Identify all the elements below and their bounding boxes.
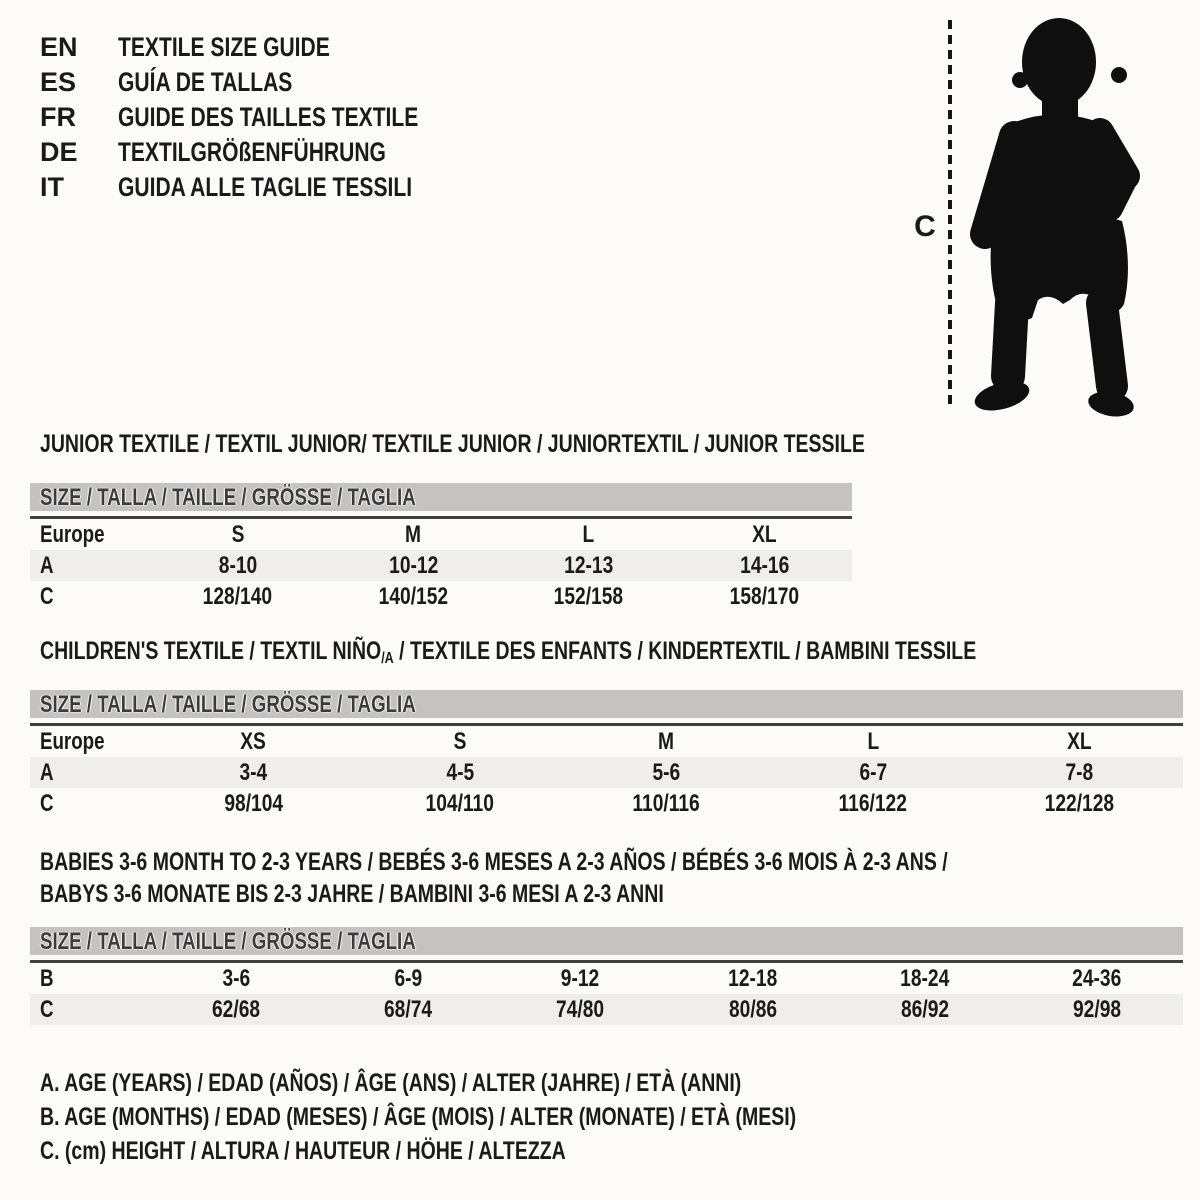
table-cell bbox=[326, 552, 502, 580]
table-row-c bbox=[30, 994, 1183, 1025]
table-cell bbox=[150, 759, 357, 787]
language-code: FR bbox=[40, 102, 76, 132]
row-label bbox=[30, 965, 150, 993]
table-cell bbox=[976, 759, 1183, 787]
height-measure-label: C bbox=[914, 210, 936, 243]
table-row-europe bbox=[30, 519, 852, 550]
table-cell-text: 110/116 bbox=[632, 789, 701, 817]
table-cell-text: 10-12 bbox=[388, 551, 438, 579]
table-row-a bbox=[30, 550, 852, 581]
table-cell bbox=[357, 759, 564, 787]
table-cell-text: 158/170 bbox=[729, 582, 799, 610]
table-cell-text: 9-12 bbox=[561, 964, 600, 992]
table-cell-text: L bbox=[582, 520, 595, 548]
row-label-text: Europe bbox=[40, 520, 105, 548]
table-cell-text: 140/152 bbox=[378, 582, 448, 610]
table-cell bbox=[494, 965, 666, 993]
table-cell bbox=[1011, 996, 1183, 1024]
table-cell-text: 80/86 bbox=[728, 995, 777, 1023]
language-title: TEXTILE SIZE GUIDE bbox=[118, 32, 330, 62]
table-cell bbox=[1011, 965, 1183, 993]
table-cell bbox=[677, 583, 853, 611]
table-cell bbox=[563, 790, 770, 818]
table-cell-text: 12-18 bbox=[728, 964, 778, 992]
language-code: DE bbox=[40, 137, 78, 167]
table-cell-text: 74/80 bbox=[556, 995, 605, 1023]
table-cell-text: 5-6 bbox=[652, 758, 681, 786]
babies-section-heading-line2: BABYS 3-6 MONATE BIS 2-3 JAHRE / BAMBINI 3-6 MESI A 2-3 ANNI bbox=[40, 880, 664, 908]
legend-line-c: C. (cm) HEIGHT / ALTURA / HAUTEUR / HÖHE / ALTEZZA bbox=[40, 1137, 566, 1165]
row-label-text: C bbox=[40, 789, 54, 817]
table-cell bbox=[150, 790, 357, 818]
table-row-b bbox=[30, 963, 1183, 994]
table-cell bbox=[770, 728, 977, 756]
table-cell-text: 116/122 bbox=[838, 789, 908, 817]
language-code: ES bbox=[40, 67, 77, 97]
table-cell bbox=[976, 790, 1183, 818]
table-cell-text: 104/110 bbox=[425, 789, 495, 817]
junior-size-header-bar: SIZE / TALLA / TAILLE / GRÖSSE / TAGLIA bbox=[30, 483, 852, 511]
table-row-europe bbox=[30, 726, 1183, 757]
row-label bbox=[30, 759, 150, 787]
table-cell-text: 62/68 bbox=[212, 995, 261, 1023]
table-cell-text: 6-9 bbox=[394, 964, 423, 992]
row-label-text: A bbox=[40, 758, 54, 786]
row-label bbox=[30, 552, 150, 580]
table-cell bbox=[326, 521, 502, 549]
table-cell-text: 128/140 bbox=[203, 582, 273, 610]
measurement-legend bbox=[40, 1066, 1009, 1168]
table-cell bbox=[322, 996, 494, 1024]
row-label bbox=[30, 996, 150, 1024]
table-row-c bbox=[30, 788, 1183, 819]
language-title: GUIDA ALLE TAGLIE TESSILI bbox=[118, 172, 413, 202]
table-row-a bbox=[30, 757, 1183, 788]
table-cell-text: 98/104 bbox=[223, 789, 283, 817]
row-label-text: Europe bbox=[40, 727, 105, 755]
table-cell-text: XL bbox=[751, 520, 777, 548]
row-label bbox=[30, 521, 150, 549]
children-size-header-bar: SIZE / TALLA / TAILLE / GRÖSSE / TAGLIA bbox=[30, 690, 1183, 718]
table-cell bbox=[494, 996, 666, 1024]
children-size-table bbox=[30, 723, 1183, 819]
language-row bbox=[40, 135, 503, 170]
table-cell-text: 4-5 bbox=[446, 758, 474, 786]
language-title: TEXTILGRÖßENFÜHRUNG bbox=[118, 137, 386, 167]
table-cell-text: 24-36 bbox=[1072, 964, 1122, 992]
row-label-text: C bbox=[40, 582, 54, 610]
table-cell bbox=[150, 521, 326, 549]
table-cell bbox=[770, 759, 977, 787]
children-heading-subscript: /A bbox=[381, 650, 394, 667]
legend-line-a: A. AGE (YEARS) / EDAD (AÑOS) / ÂGE (ANS) / ALTER (JAHRE) / ETÀ (ANNI) bbox=[40, 1069, 742, 1097]
table-cell bbox=[839, 965, 1011, 993]
language-title-list bbox=[40, 30, 503, 205]
table-cell-text: 8-10 bbox=[218, 551, 257, 579]
table-cell bbox=[150, 583, 326, 611]
junior-section-heading: JUNIOR TEXTILE / TEXTIL JUNIOR/ TEXTILE JUNIOR / JUNIORTEXTIL / JUNIOR TESSILE bbox=[40, 430, 865, 458]
table-cell-text: 14-16 bbox=[739, 551, 789, 579]
legend-line-b: B. AGE (MONTHS) / EDAD (MESES) / ÂGE (MOIS) / ALTER (MONATE) / ETÀ (MESI) bbox=[40, 1103, 797, 1131]
table-cell-text: S bbox=[231, 520, 245, 548]
table-cell-text: 3-4 bbox=[239, 758, 268, 786]
table-cell bbox=[501, 583, 677, 611]
table-cell bbox=[677, 552, 853, 580]
table-cell-text: 7-8 bbox=[1065, 758, 1094, 786]
language-row bbox=[40, 170, 503, 205]
table-cell bbox=[501, 521, 677, 549]
language-code: IT bbox=[40, 172, 64, 202]
babies-section-heading-line1: BABIES 3-6 MONTH TO 2-3 YEARS / BEBÉS 3-6 MESES A 2-3 AÑOS / BÉBÉS 3-6 MOIS À 2-3 ANS / bbox=[40, 848, 948, 876]
table-cell bbox=[667, 965, 839, 993]
table-cell bbox=[357, 728, 564, 756]
table-cell-text: 152/158 bbox=[554, 582, 624, 610]
children-heading-pre: CHILDREN'S TEXTILE / TEXTIL NIÑO bbox=[40, 637, 382, 665]
table-cell bbox=[563, 759, 770, 787]
children-heading-post: / TEXTILE DES ENFANTS / KINDERTEXTIL / BAMBINI TESSILE bbox=[393, 637, 977, 665]
row-label bbox=[30, 728, 150, 756]
table-row-c bbox=[30, 581, 852, 612]
table-cell-text: 68/74 bbox=[384, 995, 433, 1023]
table-cell bbox=[976, 728, 1183, 756]
table-cell-text: 12-13 bbox=[564, 551, 614, 579]
language-title: GUÍA DE TALLAS bbox=[118, 67, 293, 97]
table-cell-text: XS bbox=[240, 727, 267, 755]
table-cell bbox=[150, 728, 357, 756]
table-cell-text: M bbox=[658, 727, 675, 755]
table-cell bbox=[839, 996, 1011, 1024]
table-cell-text: XL bbox=[1067, 727, 1092, 755]
language-row bbox=[40, 65, 503, 100]
row-label-text: C bbox=[40, 995, 54, 1023]
table-cell bbox=[563, 728, 770, 756]
table-cell-text: 122/128 bbox=[1044, 789, 1115, 817]
table-cell bbox=[322, 965, 494, 993]
figure-area bbox=[930, 8, 1145, 423]
table-cell-text: 92/98 bbox=[1072, 995, 1121, 1023]
row-label-text: B bbox=[40, 964, 54, 992]
table-cell-text: L bbox=[867, 727, 879, 755]
language-code: EN bbox=[40, 32, 78, 62]
language-row bbox=[40, 100, 503, 135]
table-cell bbox=[667, 996, 839, 1024]
babies-size-header-bar: SIZE / TALLA / TAILLE / GRÖSSE / TAGLIA bbox=[30, 927, 1183, 955]
table-cell-text: S bbox=[453, 727, 467, 755]
table-cell bbox=[326, 583, 502, 611]
table-cell-text: 3-6 bbox=[222, 964, 250, 992]
language-title: GUIDE DES TAILLES TEXTILE bbox=[118, 102, 419, 132]
table-cell bbox=[150, 965, 322, 993]
table-cell-text: M bbox=[405, 520, 422, 548]
table-cell-text: 18-24 bbox=[900, 964, 950, 992]
table-cell-text: 86/92 bbox=[900, 995, 949, 1023]
table-cell bbox=[501, 552, 677, 580]
junior-size-table bbox=[30, 516, 852, 612]
language-row bbox=[40, 30, 503, 65]
table-cell bbox=[770, 790, 977, 818]
row-label-text: A bbox=[40, 551, 54, 579]
row-label bbox=[30, 790, 150, 818]
table-cell bbox=[677, 521, 853, 549]
babies-size-table bbox=[30, 960, 1183, 1025]
children-section-heading bbox=[40, 637, 1200, 673]
table-cell-text: 6-7 bbox=[859, 758, 887, 786]
toddler-silhouette bbox=[972, 18, 1136, 420]
table-cell bbox=[150, 552, 326, 580]
row-label bbox=[30, 583, 150, 611]
table-cell bbox=[357, 790, 564, 818]
table-cell bbox=[150, 996, 322, 1024]
